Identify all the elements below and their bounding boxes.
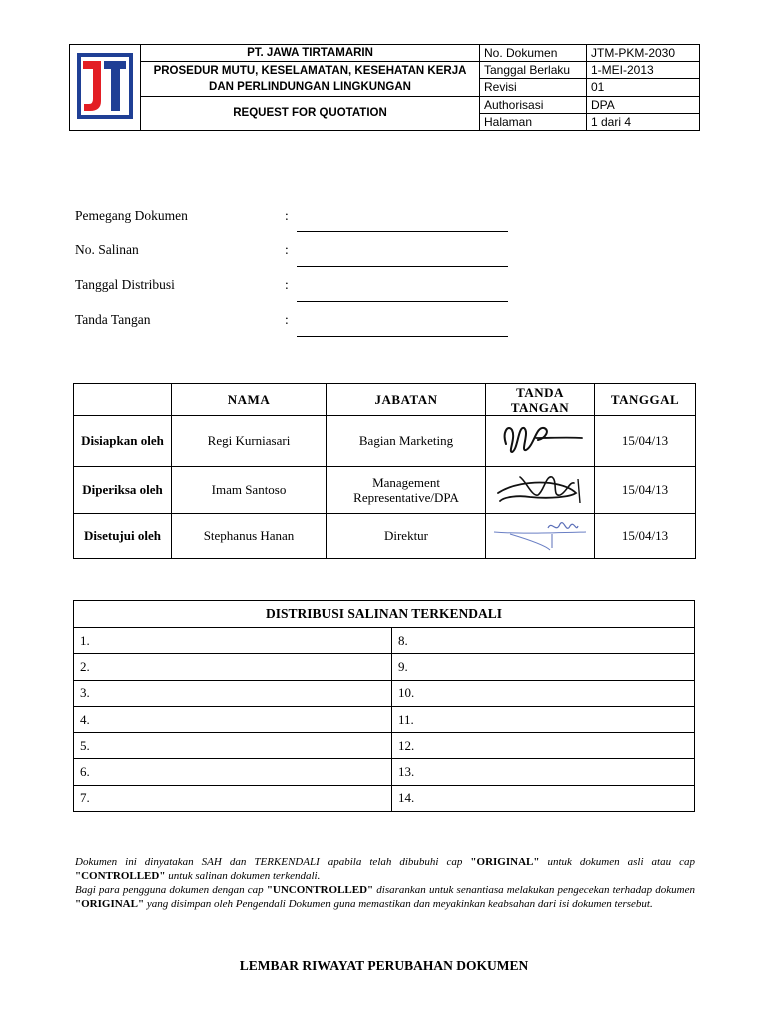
distribution-slot: 6. [74,759,392,785]
signature-imam-icon [490,467,590,509]
field-colon: : [285,277,289,292]
field-line-pemegang-dokumen[interactable] [297,231,508,232]
note-text: Bagi para pengguna dokumen dengan cap [75,884,267,896]
note-paragraph-1 [75,855,695,883]
distribution-row [74,628,695,654]
approval-header-tanggal: TANGGAL [595,384,696,416]
approval-header-jabatan: JABATAN [327,384,486,416]
field-label-tanggal-distribusi: Tanggal Distribusi [75,277,175,292]
field-label-no-salinan: No. Salinan [75,242,139,257]
approval-row [74,416,696,467]
note-text: untuk salinan dokumen terkendali. [165,870,321,882]
signature-stephanus-icon [490,514,590,554]
validity-note [75,855,695,911]
meta-value-halaman: 1 dari 4 [587,113,700,130]
document-header-table [69,44,700,131]
distribution-slot: 10. [392,680,695,706]
note-text: disarankan untuk senantiasa melakukan pengecekan terhadap dokumen [373,884,695,896]
meta-value-no-dokumen: JTM-PKM-2030 [587,45,700,62]
distribution-table [73,600,695,812]
company-name: PT. JAWA TIRTAMARIN [141,45,480,62]
note-emphasis-controlled: "CONTROLLED" [75,870,166,882]
distribution-row [74,706,695,732]
distribution-row [74,785,695,811]
approval-header-blank [74,384,172,416]
distribution-row [74,654,695,680]
note-emphasis-uncontrolled: "UNCONTROLLED" [266,884,374,896]
note-emphasis-original: "ORIGINAL" [75,898,145,910]
signature-regi-icon [490,416,590,462]
distribution-slot: 9. [392,654,695,680]
approval-name: Imam Santoso [172,467,327,514]
note-text: untuk dokumen asli atau cap [539,856,695,868]
approval-row-label: Disetujui oleh [74,514,172,559]
distribution-slot: 1. [74,628,392,654]
distribution-slot: 13. [392,759,695,785]
distribution-slot: 7. [74,785,392,811]
meta-value-revisi: 01 [587,79,700,96]
approval-name: Regi Kurniasari [172,416,327,467]
approval-row-label: Diperiksa oleh [74,467,172,514]
distribution-slot: 12. [392,733,695,759]
meta-key-authorisasi: Authorisasi [480,96,587,113]
approval-position: Direktur [327,514,486,559]
approval-row [74,467,696,514]
approval-position: Management Representative/DPA [327,467,486,514]
meta-key-halaman: Halaman [480,113,587,130]
distribution-slot: 5. [74,733,392,759]
field-line-tanda-tangan[interactable] [297,336,508,337]
meta-key-tanggal-berlaku: Tanggal Berlaku [480,62,587,79]
note-emphasis-original: "ORIGINAL" [470,856,540,868]
approval-header-nama: NAMA [172,384,327,416]
distribution-slot: 8. [392,628,695,654]
approval-name: Stephanus Hanan [172,514,327,559]
note-paragraph-2 [75,883,695,911]
approval-date: 15/04/13 [595,416,696,467]
distribution-slot: 14. [392,785,695,811]
company-logo-cell [70,45,141,131]
signature-cell [486,416,595,467]
meta-value-tanggal-berlaku: 1-MEI-2013 [587,62,700,79]
document-title: REQUEST FOR QUOTATION [141,96,480,130]
approval-position: Bagian Marketing [327,416,486,467]
distribution-row [74,759,695,785]
distribution-slot: 3. [74,680,392,706]
revision-history-title: LEMBAR RIWAYAT PERUBAHAN DOKUMEN [239,958,529,973]
field-label-tanda-tangan: Tanda Tangan [75,312,151,327]
approval-date: 15/04/13 [595,514,696,559]
field-line-no-salinan[interactable] [297,266,508,267]
meta-key-no-dokumen: No. Dokumen [480,45,587,62]
distribution-row [74,733,695,759]
distribution-title: DISTRIBUSI SALINAN TERKENDALI [74,601,695,628]
approval-row-label: Disiapkan oleh [74,416,172,467]
field-colon: : [285,242,289,257]
field-line-tanggal-distribusi[interactable] [297,301,508,302]
approval-header-tanda-tangan: TANDA TANGAN [486,384,595,416]
approval-table [73,383,696,559]
field-colon: : [285,312,289,327]
field-colon: : [285,208,289,223]
signature-cell [486,467,595,514]
approval-date: 15/04/13 [595,467,696,514]
meta-key-revisi: Revisi [480,79,587,96]
distribution-row [74,680,695,706]
distribution-slot: 11. [392,706,695,732]
note-text: Dokumen ini dinyatakan SAH dan TERKENDALI apabila telah dibubuhi cap [75,856,471,868]
field-label-pemegang-dokumen: Pemegang Dokumen [75,208,188,223]
distribution-slot: 2. [74,654,392,680]
procedure-title: PROSEDUR MUTU, KESELAMATAN, KESEHATAN KERJA DAN PERLINDUNGAN LINGKUNGAN [141,62,480,96]
meta-value-authorisasi: DPA [587,96,700,113]
note-text: yang disimpan oleh Pengendali Dokumen guna memastikan dan meyakinkan keabsahan dari isi dokumen tersebut. [144,898,653,910]
approval-row [74,514,696,559]
signature-cell [486,514,595,559]
distribution-slot: 4. [74,706,392,732]
company-logo-icon [75,51,135,121]
